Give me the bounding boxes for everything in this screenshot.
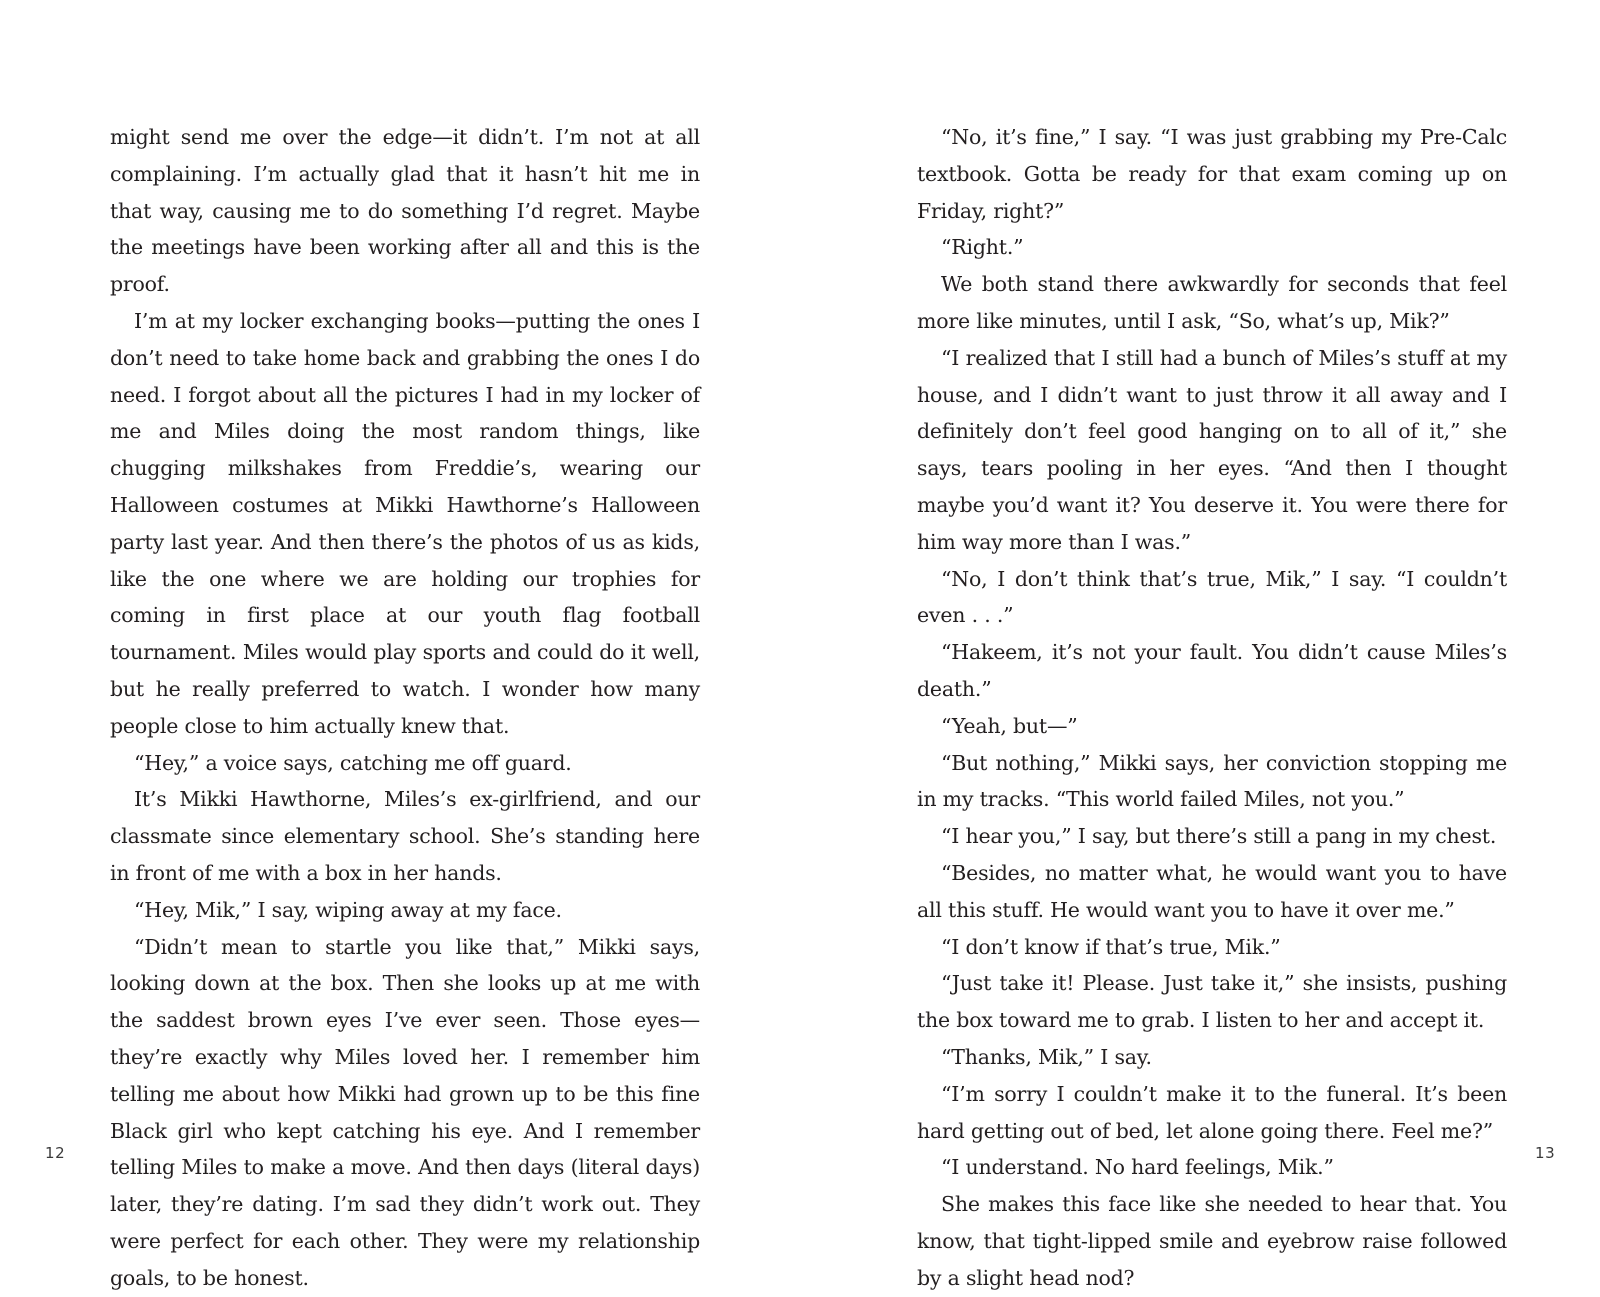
paragraph: “I realized that I still had a bunch of Miles’s stuff at my house, and I didn’t want to just throw it all away and I definitely don’t feel good hanging on to all of it,” she says, tears pooling in her eyes. “And then I thought maybe you’d want it? You deserve it. You were there for him way more than I was.” [917, 345, 1507, 554]
paragraph: It’s Mikki Hawthorne, Miles’s ex-girlfriend, and our classmate since elementary school. She’s standing here in front of me with a box in her hands. [110, 787, 700, 885]
page-number-right: 13 [1535, 1144, 1556, 1162]
paragraph: “But nothing,” Mikki says, her conviction stopping me in my tracks. “This world failed Miles, not you.” [917, 750, 1507, 812]
paragraph: “Yeah, but—” [941, 713, 1078, 738]
paragraph: “Hey, Mik,” I say, wiping away at my face. [134, 897, 562, 922]
paragraph: “Just take it! Please. Just take it,” she insists, pushing the box toward me to grab. I listen to her and accept it. [917, 971, 1507, 1033]
paragraph: “No, it’s fine,” I say. “I was just grabbing my Pre-Calc textbook. Gotta be ready for that exam coming up on Friday, right?” [917, 125, 1507, 223]
paragraph: “Didn’t mean to startle you like that,” Mikki says, looking down at the box. Then she looks up at me with the saddest brown eyes I’ve ever seen. Those eyes—they’re exactly why Miles loved her. I remember him telling me about how Mikki had grown up to be this fine Black girl who kept catching his eye. And I remember telling Miles to make a move. And then days (literal days) later, they’re dating. I’m sad they didn’t work out. They were perfect for each other. They were my relationship goals, to be honest. [110, 934, 700, 1290]
page-number-left: 12 [45, 1144, 66, 1162]
paragraph: “I don’t know if that’s true, Mik.” [941, 934, 1281, 959]
paragraph: “I’m sorry I couldn’t make it to the funeral. It’s been hard getting out of bed, let alone going there. Feel me?” [917, 1081, 1507, 1143]
paragraph: “Hey,” a voice says, catching me off guard. [134, 750, 572, 775]
paragraph: She makes this face like she needed to hear that. You know, that tight-lipped smile and eyebrow raise followed by a slight head nod? [917, 1192, 1507, 1290]
left-page-body [110, 119, 700, 1297]
paragraph: “Hakeem, it’s not your fault. You didn’t cause Miles’s death.” [917, 640, 1507, 701]
paragraph: “No, I don’t think that’s true, Mik,” I say. “I couldn’t even . . .” [917, 566, 1507, 628]
paragraph: I’m at my locker exchanging books—putting the ones I don’t need to take home back and grabbing the ones I do need. I forgot about all the pictures I had in my locker of me and Miles doing the most random things, like chugging milkshakes from Freddie’s, wearing our Halloween costumes at Mikki Hawthorne’s Halloween party last year. And then there’s the photos of us as kids, like the one where we are holding our trophies for coming in first place at our youth flag football tournament. Miles would play sports and could do it well, but he really preferred to watch. I wonder how many people close to him actually knew that. [110, 308, 700, 738]
paragraph: might send me over the edge—it didn’t. I’m not at all complaining. I’m actually glad that it hasn’t hit me in that way, causing me to do something I’d regret. Maybe the meetings have been working after all and this is the proof. [110, 125, 700, 297]
paragraph: “Besides, no matter what, he would want you to have all this stuff. He would want you to have it over me.” [917, 860, 1507, 922]
paragraph: “Thanks, Mik,” I say. [941, 1044, 1152, 1069]
paragraph: “I understand. No hard feelings, Mik.” [941, 1155, 1334, 1180]
paragraph: We both stand there awkwardly for seconds that feel more like minutes, until I ask, “So, what’s up, Mik?” [917, 272, 1507, 333]
paragraph: “I hear you,” I say, but there’s still a pang in my chest. [941, 824, 1497, 849]
right-page-body [917, 119, 1507, 1297]
paragraph: “Right.” [941, 235, 1024, 260]
